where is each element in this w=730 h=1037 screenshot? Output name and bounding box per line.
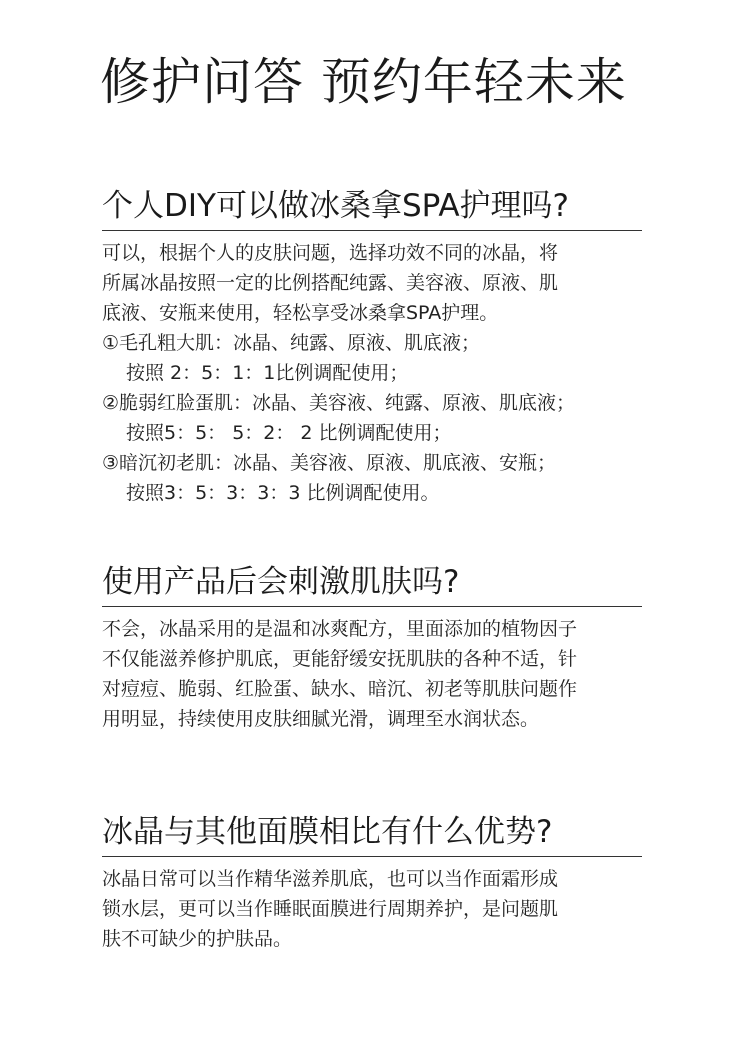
answer-line: 冰晶日常可以当作精华滋养肌底，也可以当作面霜形成 xyxy=(102,868,559,890)
faq-question: 个人DIY可以做冰桑拿SPA护理吗? xyxy=(102,186,642,231)
faq-section-irritation xyxy=(102,562,642,734)
faq-answer xyxy=(102,231,642,508)
faq-section-diy xyxy=(102,186,642,508)
faq-section-advantages xyxy=(102,812,642,954)
skin-type-item-ratio: 按照5：5： 5：2： 2 比例调配使用； xyxy=(126,422,452,444)
answer-line: 锁水层，更可以当作睡眠面膜进行周期养护，是问题肌 xyxy=(102,898,559,920)
skin-type-item-title: ①毛孔粗大肌：冰晶、纯露、原液、肌底液； xyxy=(102,332,481,354)
answer-line: 所属冰晶按照一定的比例搭配纯露、美容液、原液、肌 xyxy=(102,272,559,294)
skin-type-item-title: ②脆弱红脸蛋肌：冰晶、美容液、纯露、原液、肌底液； xyxy=(102,392,576,414)
answer-line: 不仅能滋养修护肌底，更能舒缓安抚肌肤的各种不适，针 xyxy=(102,648,578,670)
faq-answer xyxy=(102,607,642,734)
answer-line: 对痘痘、脆弱、红脸蛋、缺水、暗沉、初老等肌肤问题作 xyxy=(102,678,578,700)
faq-answer xyxy=(102,857,642,954)
answer-line: 底液、安瓶来使用，轻松享受冰桑拿SPA护理。 xyxy=(102,302,499,324)
page-title: 修护问答 预约年轻未来 xyxy=(100,53,627,111)
faq-question: 冰晶与其他面膜相比有什么优势? xyxy=(102,812,642,857)
skin-type-item-title: ③暗沉初老肌：冰晶、美容液、原液、肌底液、安瓶； xyxy=(102,452,557,474)
faq-question: 使用产品后会刺激肌肤吗? xyxy=(102,562,642,607)
answer-line: 不会，冰晶采用的是温和冰爽配方，里面添加的植物因子 xyxy=(102,618,578,640)
answer-line: 可以，根据个人的皮肤问题，选择功效不同的冰晶，将 xyxy=(102,242,559,264)
skin-type-item-ratio: 按照 2：5：1：1比例调配使用； xyxy=(126,362,409,384)
answer-line: 用明显，持续使用皮肤细腻光滑，调理至水润状态。 xyxy=(102,708,540,730)
skin-type-item-ratio: 按照3：5：3：3：3 比例调配使用。 xyxy=(126,482,440,504)
answer-line: 肤不可缺少的护肤品。 xyxy=(102,928,293,950)
